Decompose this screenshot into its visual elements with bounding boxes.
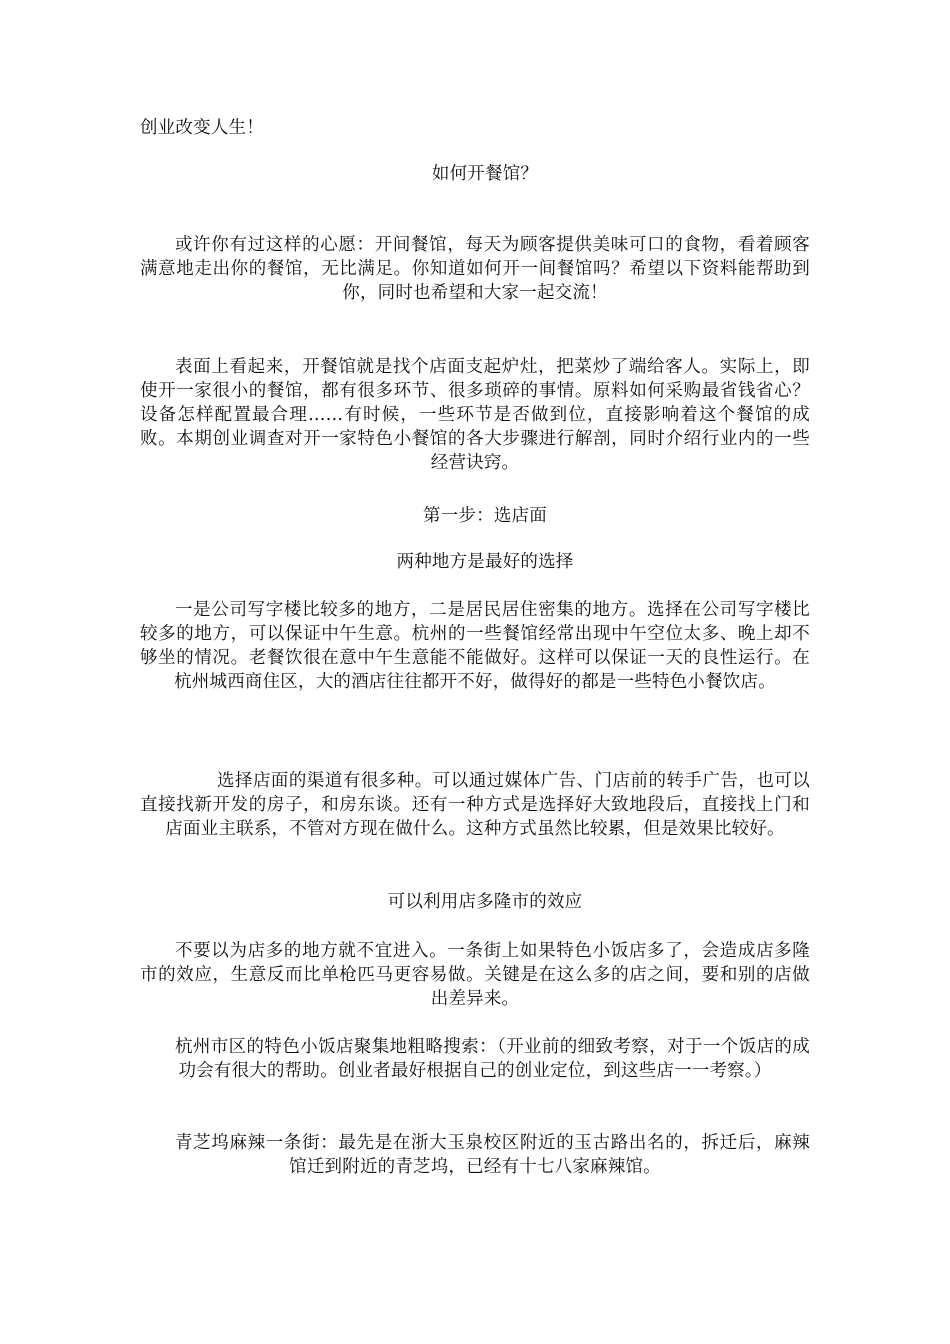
overview-paragraph: 表面上看起来，开餐馆就是找个店面支起炉灶，把菜炒了端给客人。实际上，即使开一家很小的餐馆，都有很多环节、很多琐碎的事情。原料如何采购最省钱省心？设备怎样配置最合理……有时候，一些环节是否做到位，直接影响着这个餐馆的成败。本期创业调查对开一家特色小餐馆的各大步骤进行解剖，同时介绍行业内的一些经营诀窍。	[140, 357, 810, 473]
page-title: 如何开餐馆？	[431, 164, 539, 184]
street-paragraph: 青芝坞麻辣一条街：最先是在浙大玉泉校区附近的玉古路出名的，拆迁后，麻辣馆迁到附近的青芝坞，已经有十七八家麻辣馆。	[175, 1133, 810, 1177]
intro-paragraph: 或许你有过这样的心愿：开间餐馆，每天为顾客提供美味可口的食物，看着顾客满意地走出你的餐馆，无比满足。你知道如何开一间餐馆吗？希望以下资料能帮助到你，同时也希望和大家一起交流！	[140, 235, 810, 303]
section-heading-cluster: 可以利用店多隆市的效应	[387, 892, 583, 912]
step-heading: 第一步：选店面	[423, 506, 547, 526]
location-paragraph: 一是公司写字楼比较多的地方，二是居民居住密集的地方。选择在公司写字楼比较多的地方，可以保证中午生意。杭州的一些餐馆经常出现中午空位太多、晚上却不够坐的情况。老餐饮很在意中午生意能不能做好。这样可以保证一天的良性运行。在杭州城西商住区，大的酒店往往都开不好，做得好的都是一些特色小餐饮店。	[140, 600, 810, 692]
channels-paragraph: 选择店面的渠道有很多种。可以通过媒体广告、门店前的转手广告，也可以直接找新开发的房子，和房东谈。还有一种方式是选择好大致地段后，直接找上门和店面业主联系，不管对方现在做什么。这种方式虽然比较累，但是效果比较好。	[140, 771, 810, 839]
kicker-text: 创业改变人生！	[140, 118, 264, 138]
section-heading-locations: 两种地方是最好的选择	[396, 552, 574, 572]
cluster-paragraph: 不要以为店多的地方就不宜进入。一条街上如果特色小饭店多了，会造成店多隆市的效应，生意反而比单枪匹马更容易做。关键是在这么多的店之间，要和别的店做出差异来。	[140, 941, 810, 1009]
search-paragraph: 杭州市区的特色小饭店聚集地粗略搜索：（开业前的细致考察，对于一个饭店的成功会有很大的帮助。创业者最好根据自己的创业定位，到这些店一一考察。）	[175, 1037, 810, 1081]
